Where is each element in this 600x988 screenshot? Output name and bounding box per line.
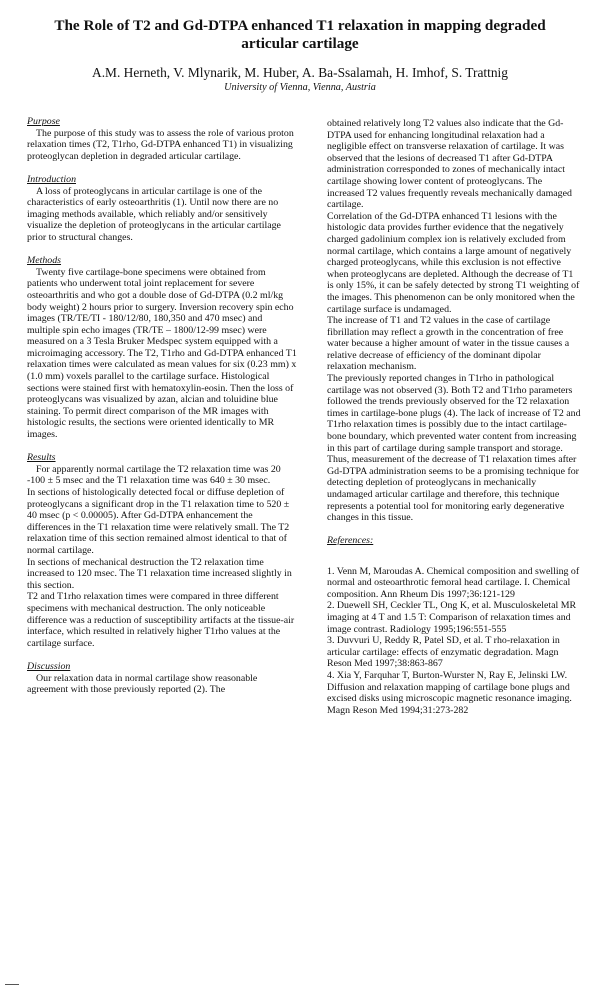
results-paragraph: T2 and T1rho relaxation times were compared in three different specimens with mechanical destruction. The only noticeable difference was a reduction of susceptibility artifacts at the tissue-air interface, which resulted in relatively higher T1rho values at the cartilage surface.: [27, 591, 295, 649]
discussion-paragraph: obtained relatively long T2 values also indicate that the Gd-DTPA used for enhancing longitudinal relaxation had a negligible effect on transverse relaxation of cartilage. It was observed that the lesions of decreased T1 after Gd-DTPA administration corresponded to zones of mechanically intact cartilage showing lower content of proteoglycans. The increased T2 values frequently reveals mechanically damaged cartilage.: [327, 118, 572, 211]
right-column: [327, 118, 581, 716]
author-list: A.M. Herneth, V. Mlynarik, M. Huber, A. Ba-Ssalamah, H. Imhof, S. Trattnig: [92, 65, 508, 80]
reference-item: 4. Xia Y, Farquhar T, Burton-Wurster N, Ray E, Jelinski LW. Diffusion and relaxation mapping of cartilage bone plugs and excised disks using microscopic magnetic resonance imaging. Magn Reson Med 1994;31:273-282: [327, 669, 572, 716]
results-paragraph: In sections of histologically detected focal or diffuse depletion of proteoglycans a significant drop in the T1 relaxation time to 520 ± 40 msec (p < 0.00005). After Gd-DTPA enhancement the differences in the T1 relaxation time were relatively small. The T2 relaxation time of this section remained almost identical to that of normal cartilage.: [27, 487, 290, 556]
results-heading: Results: [27, 452, 56, 464]
discussion-paragraph: The previously reported changes in T1rho in pathological cartilage was not observed (3). Both T2 and T1rho parameters followed the trends previously observed for the T2 relaxation times in cartilage-bone plugs (4). The lack of increase of T2 and T1rho relaxation times is possibly due to the intact cartilage-bone boundary, which prevented water content from increasing in this part of cartilage during sample transport and storage.: [327, 373, 581, 454]
discussion-paragraph: Our relaxation data in normal cartilage show reasonable agreement with those previously reported (2). The: [27, 672, 258, 696]
purpose-heading: Purpose: [27, 116, 60, 127]
discussion-heading: Discussion: [27, 660, 71, 672]
paper-title: The Role of T2 and Gd-DTPA enhanced T1 relaxation in mapping degraded articular cartilage: [54, 17, 546, 52]
results-paragraph: For apparently normal cartilage the T2 relaxation time was 20 -100 ± 5 msec and the T1 relaxation time was 640 ± 30 msec.: [27, 463, 281, 487]
reference-item: 3. Duvvuri U, Reddy R, Patel SD, et al. T rho-relaxation in articular cartilage: effects of enzymatic degradation. Magn Reson Med 1997;38:863-867: [327, 635, 560, 670]
discussion-paragraph: Thus, measurement of the decrease of T1 relaxation times after Gd-DTPA administration seems to be a promising technique for detecting depletion of proteoglycans in mechanically undamaged articular cartilage and therefore, this technique represents a potential tool for monitoring early degenerative changes in this tissue.: [327, 454, 579, 524]
references-heading: References:: [327, 535, 374, 547]
methods-heading: Methods: [27, 255, 62, 267]
purpose-text: The purpose of this study was to assess the role of various proton relaxation times (T2, T1rho, Gd-DTPA enhanced T1) in visualizing proteoglycan depletion in degraded articular cartilage.: [27, 127, 294, 162]
affiliation: University of Vienna, Vienna, Austria: [224, 82, 376, 93]
results-paragraph: In sections of mechanical destruction the T2 relaxation time increased to 120 msec. The T1 relaxation time increased slightly in this section.: [27, 556, 292, 591]
page-edge-mark: [5, 984, 19, 985]
reference-item: 1. Venn M, Maroudas A. Chemical composition and swelling of normal and osteoarthrotic femoral head cartilage. I. Chemical composition. Ann Rheum Dis 1997;36:121-129: [327, 565, 580, 600]
introduction-text: A loss of proteoglycans in articular cartilage is one of the characteristics of early osteoarthritis (1). Until now there are no imaging methods available, which reliably and/or sensitively visualize the depletion of proteoglycans in the articular cartilage prior to structural changes.: [27, 185, 281, 243]
methods-text: Twenty five cartilage-bone specimens were obtained from patients who underwent total joint replacement for severe osteoarthritis and who got a double dose of Gd-DTPA (0.2 ml/kg body weight) 2 hours prior to surgery. Inversion recovery spin echo images (TR/TE/TI - 180/12/80, 180,350 and 470 msec) and multiple spin echo images (TR/TE – 1800/12-99 msec) were measured on a 3 Tesla Bruker Medspec system equipped with a microimaging accessory. The T2, T1rho and Gd-DTPA enhanced T1 relaxation times were calculated as mean values for six (0.23 mm) x (1.0 mm) voxels parallel to the cartilage surface. Histological sections were stained first with hematoxylin-eosin. Then the loss of proteoglycans was visualized by azan, alcian and toluidine blue staining. To permit direct comparison of the MR images with histologic results, the sections were oriented identically to MR images.: [27, 266, 297, 441]
discussion-paragraph: The increase of T1 and T2 values in the case of cartilage fibrillation may reflect a growth in the concentration of free water because a higher amount of water in the tissue causes a relative decrease of efficiency of the dominant dipolar relaxation mechanism.: [327, 315, 570, 373]
left-column: [27, 116, 297, 696]
reference-item: 2. Duewell SH, Ceckler TL, Ong K, et al. Musculoskeletal MR imaging at 4 T and 1.5 T: Comparison of relaxation times and image contrast. Radiology 1995;196:551-555: [327, 600, 577, 635]
discussion-paragraph: Correlation of the Gd-DTPA enhanced T1 lesions with the histologic data provides further evidence that the negatively charged gadolinium complex ion is relatively excluded from normal cartilage, which contains a large amount of negatively charged proteoglycans, while this exclusion is not effective when proteoglycans are depleted. Although the decrease of T1 is only 15%, it can be safely detected by strong T1 weighting of the images. This phenomenon can be only monitored when the cartilage surface is undamaged.: [327, 210, 580, 315]
introduction-heading: Introduction: [27, 173, 77, 185]
